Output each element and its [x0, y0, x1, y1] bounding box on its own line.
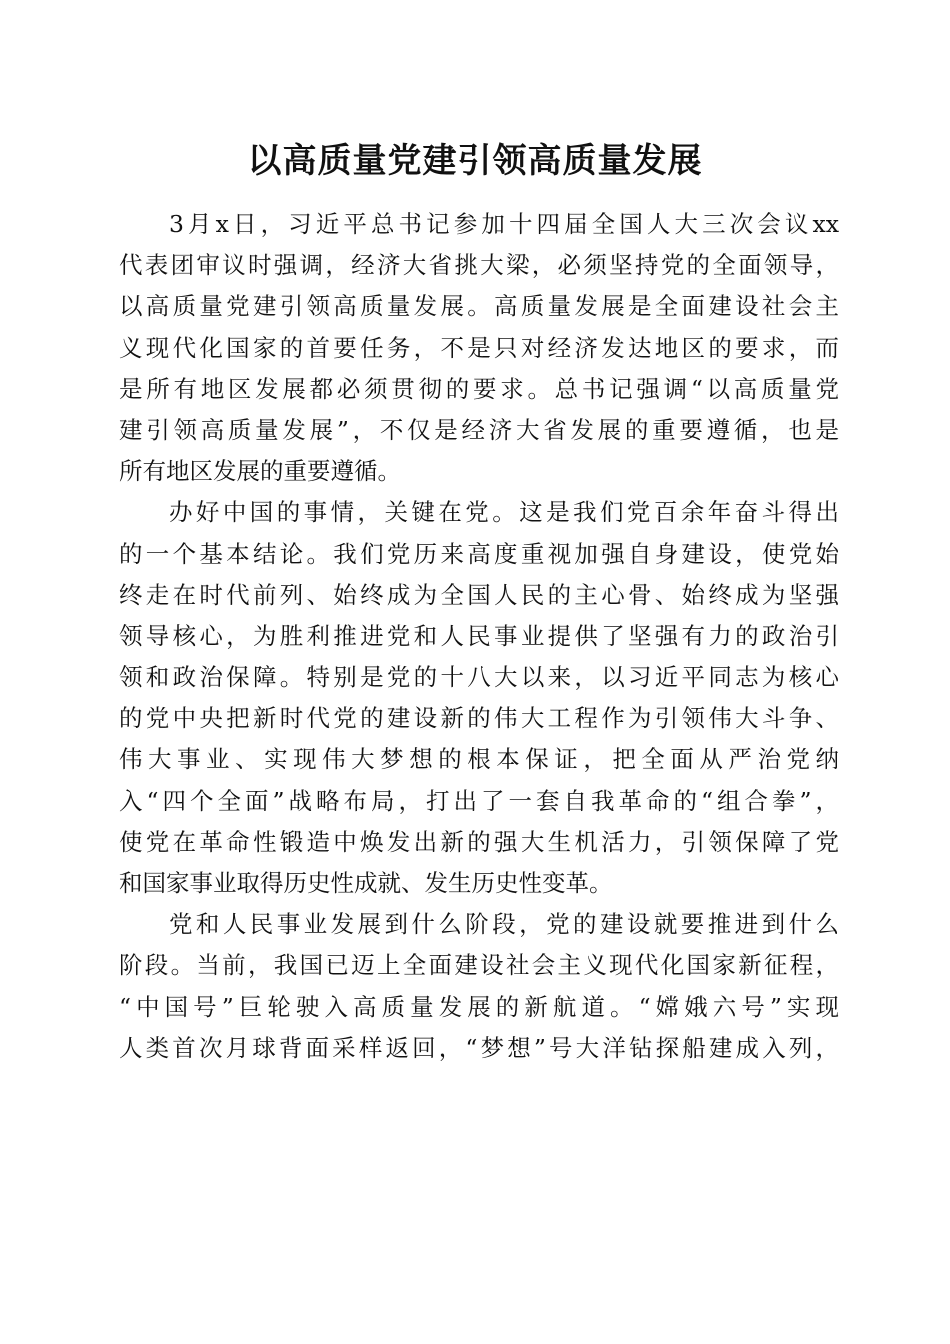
text-line: 伟大事业、实现伟大梦想的根本保证，把全面从严治党纳 [119, 745, 839, 774]
text-line: 人类首次月球背面采样返回，“梦想”号大洋钻探船建成入列， [119, 1033, 839, 1062]
text-line: 的党中央把新时代党的建设新的伟大工程作为引领伟大斗争、 [119, 704, 839, 733]
text-line: 办好中国的事情，关键在党。这是我们党百余年奋斗得出 [169, 498, 839, 527]
paragraph-1 [119, 204, 839, 492]
text-line: 领导核心，为胜利推进党和人民事业提供了坚强有力的政治引 [119, 621, 839, 650]
text-line: 建引领高质量发展”，不仅是经济大省发展的重要遵循，也是 [119, 415, 839, 444]
text-line: 的一个基本结论。我们党历来高度重视加强自身建设，使党始 [119, 539, 839, 568]
text-line: “中国号”巨轮驶入高质量发展的新航道。“嫦娥六号”实现 [119, 992, 839, 1021]
text-line: 代表团审议时强调，经济大省挑大梁，必须坚持党的全面领导， [119, 251, 839, 280]
text-line: 3月x日，习近平总书记参加十四届全国人大三次会议xx [169, 210, 839, 238]
text-line: 义现代化国家的首要任务，不是只对经济发达地区的要求，而 [119, 333, 839, 362]
text-line: 以高质量党建引领高质量发展。高质量发展是全面建设社会主 [119, 292, 839, 321]
text-line: 领和政治保障。特别是党的十八大以来，以习近平同志为核心 [119, 663, 839, 692]
text-line: 是所有地区发展都必须贯彻的要求。总书记强调“以高质量党 [119, 374, 839, 403]
text-line: 阶段。当前，我国已迈上全面建设社会主义现代化国家新征程， [119, 951, 839, 980]
text-line: 党和人民事业发展到什么阶段，党的建设就要推进到什么 [169, 910, 839, 939]
document-body [119, 204, 839, 1069]
text-line: 使党在革命性锻造中焕发出新的强大生机活力，引领保障了党 [119, 827, 839, 856]
paragraph-2 [119, 492, 839, 904]
text-line: 入“四个全面”战略布局，打出了一套自我革命的“组合拳”， [119, 786, 839, 815]
text-line: 终走在时代前列、始终成为全国人民的主心骨、始终成为坚强 [119, 580, 839, 609]
paragraph-3 [119, 904, 839, 1069]
document-title: 以高质量党建引领高质量发展 [247, 141, 703, 181]
text-line: 所有地区发展的重要遵循。 [119, 457, 401, 486]
text-line: 和国家事业取得历史性成就、发生历史性变革。 [119, 869, 613, 897]
